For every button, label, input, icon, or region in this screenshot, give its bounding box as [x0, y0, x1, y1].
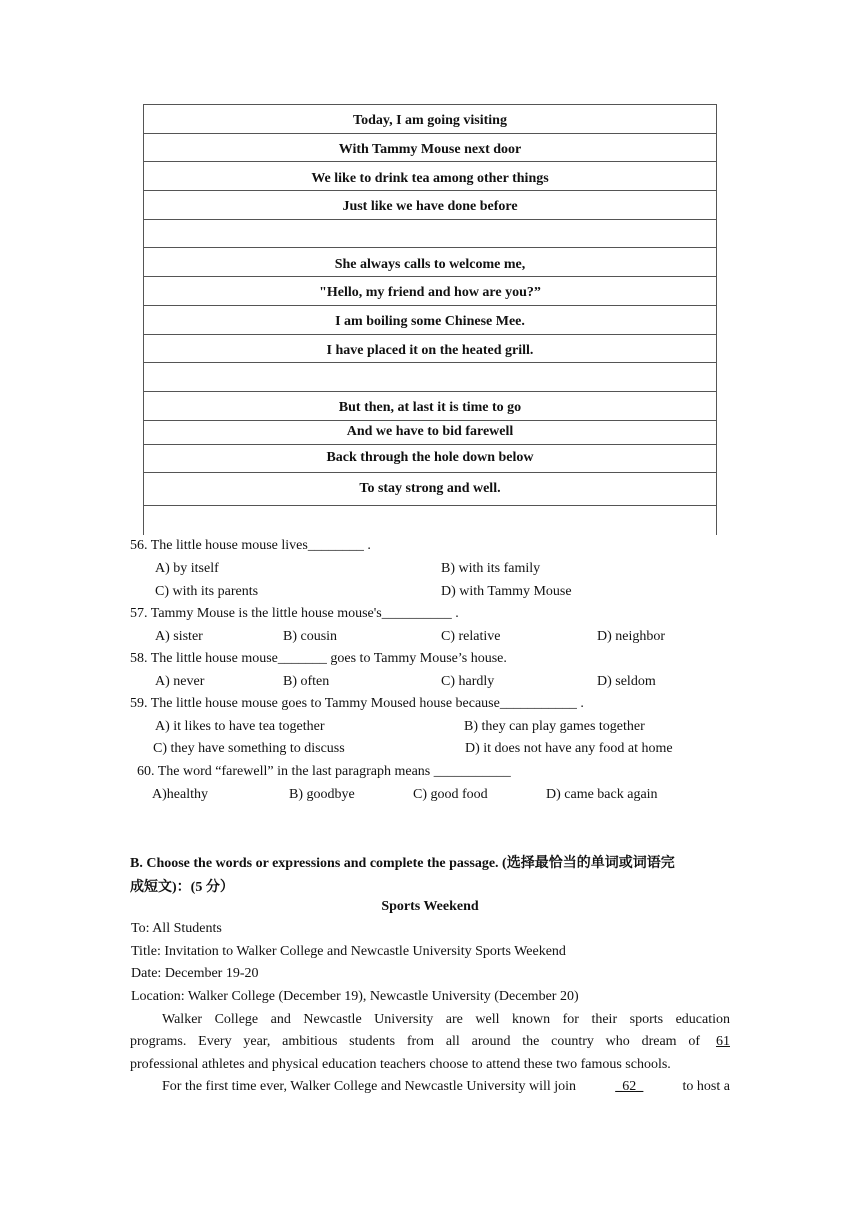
question-60-option-d: D) came back again	[546, 787, 658, 802]
section-b-heading: B. Choose the words or expressions and complete the passage. (选择最恰当的单词或词语完	[130, 856, 675, 871]
question-59-stem: 59. The little house mouse goes to Tammy Moused house because___________ .	[130, 696, 584, 711]
memo-to: To: All Students	[131, 921, 222, 936]
question-58-stem: 58. The little house mouse_______ goes to Tammy Mouse’s house.	[130, 651, 507, 666]
question-59-option-c: C) they have something to discuss	[153, 741, 345, 756]
poem-row	[144, 444, 717, 472]
poem-row	[144, 391, 717, 420]
passage-text: For the first time ever, Walker College and Newcastle University will join	[162, 1079, 577, 1094]
question-57-option-d: D) neighbor	[597, 629, 666, 644]
poem-line: I have placed it on the heated grill.	[144, 334, 717, 363]
question-56-option-c: C) with its parents	[155, 584, 259, 599]
poem-row	[144, 219, 717, 248]
poem-row	[144, 472, 717, 505]
question-58-option-c: C) hardly	[441, 674, 495, 689]
question-58-option-d: D) seldom	[597, 674, 656, 689]
question-58-option-b: B) often	[283, 674, 330, 689]
question-56-option-b: B) with its family	[441, 561, 541, 576]
poem-row	[144, 133, 717, 162]
blank-62: _62_	[615, 1079, 644, 1094]
question-60-option-c: C) good food	[413, 787, 488, 802]
poem-line: But then, at last it is time to go	[144, 391, 717, 420]
memo-subject: Title: Invitation to Walker College and Newcastle University Sports Weekend	[131, 944, 566, 959]
poem-row	[144, 162, 717, 191]
passage-text: programs. Every year, ambitious students from all around the country who dream of	[130, 1034, 700, 1049]
question-57-option-b: B) cousin	[283, 629, 338, 644]
poem-row	[144, 277, 717, 306]
passage-text: to host a	[682, 1079, 730, 1094]
poem-line: To stay strong and well.	[144, 472, 717, 505]
poem-line: I am boiling some Chinese Mee.	[144, 305, 717, 334]
passage-paragraph-1-line-3: professional athletes and physical education teachers choose to attend these two famous schools.	[130, 1057, 671, 1072]
poem-line: Just like we have done before	[144, 191, 717, 220]
memo-location: Location: Walker College (December 19), Newcastle University (December 20)	[131, 989, 579, 1004]
question-57-option-a: A) sister	[155, 629, 203, 644]
poem-line: We like to drink tea among other things	[144, 162, 717, 191]
passage-paragraph-1-line-2	[130, 1034, 730, 1050]
passage-title: Sports Weekend	[381, 899, 479, 914]
memo-date: Date: December 19-20	[131, 966, 259, 981]
section-b-heading-continued: 成短文)：(5 分）	[130, 880, 234, 895]
poem-line	[144, 505, 717, 535]
poem-row	[144, 505, 717, 535]
poem-line: Today, I am going visiting	[144, 105, 717, 134]
poem-row	[144, 191, 717, 220]
question-59-option-d: D) it does not have any food at home	[465, 741, 673, 756]
question-57-stem: 57. Tammy Mouse is the little house mouse's__________ .	[130, 606, 459, 621]
question-56-option-d: D) with Tammy Mouse	[441, 584, 572, 599]
poem-line: She always calls to welcome me,	[144, 248, 717, 277]
poem-row	[144, 363, 717, 392]
passage-paragraph-1-line-1: Walker College and Newcastle University are well known for their sports education	[162, 1012, 730, 1027]
poem-line: Back through the hole down below	[144, 444, 717, 472]
question-58-option-a: A) never	[155, 674, 205, 689]
poem-row	[144, 248, 717, 277]
question-60-stem: 60. The word “farewell” in the last paragraph means ___________	[137, 764, 511, 779]
question-56-stem: 56. The little house mouse lives________ .	[130, 538, 371, 553]
question-59-option-b: B) they can play games together	[464, 719, 645, 734]
poem-row	[144, 105, 717, 134]
question-56-option-a: A) by itself	[155, 561, 219, 576]
poem-table	[143, 104, 717, 535]
blank-61: 61	[716, 1034, 730, 1049]
question-60-option-b: B) goodbye	[289, 787, 355, 802]
poem-line: And we have to bid farewell	[144, 420, 717, 444]
poem-row	[144, 420, 717, 444]
question-59-option-a: A) it likes to have tea together	[155, 719, 325, 734]
poem-row	[144, 334, 717, 363]
passage-paragraph-2-line-1	[162, 1079, 730, 1095]
poem-row	[144, 305, 717, 334]
poem-line	[144, 219, 717, 248]
question-60-option-a: A)healthy	[152, 787, 208, 802]
poem-line	[144, 363, 717, 392]
poem-line: With Tammy Mouse next door	[144, 133, 717, 162]
poem-line: "Hello, my friend and how are you?”	[144, 277, 717, 306]
question-57-option-c: C) relative	[441, 629, 501, 644]
